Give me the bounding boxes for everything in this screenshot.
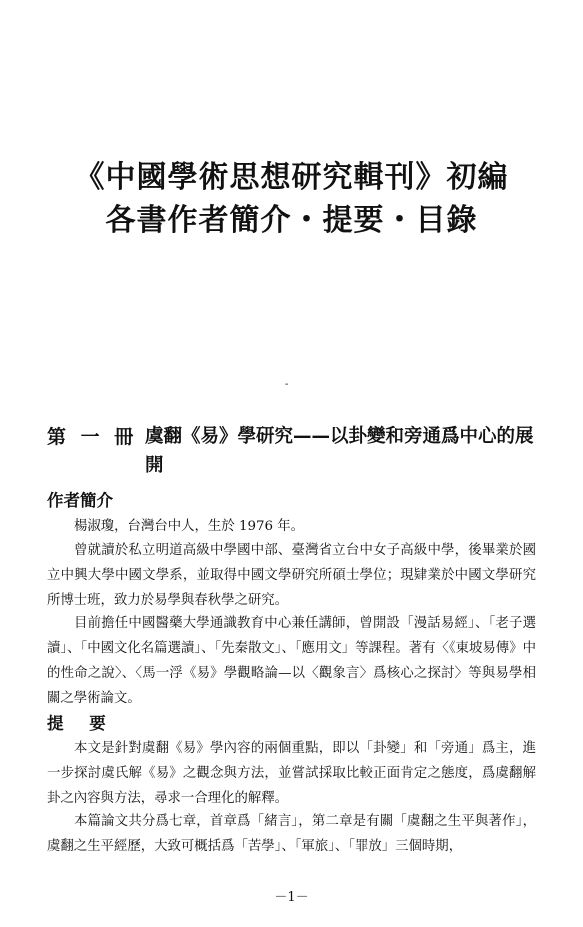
volume-title: 虞翻《易》學研究——以卦變和旁通爲中心的展開 [145,426,534,476]
author-paragraph-3: 目前擔任中國醫藥大學通識教育中心兼任講師，曾開設「漫話易經」、「老子選讀」、「中國文化名篇選讀」、「先秦散文」、「應用文」等課程。著有〈《東坡易傳》中的性命之說〉、〈馬一浮《易》學觀略論—以〈觀象言〉爲核心之探討〉等與易學相關之學術論文。 [47,616,536,706]
separator-mark: - [285,379,289,390]
series-title-line-1: 《中國學術思想研究輯刊》初編 [74,160,509,195]
summary-paragraph-1: 本文是針對虞翻《易》學內容的兩個重點，即以「卦變」和「旁通」爲主，進一步探討虞氏解《易》之觀念與方法，並嘗試採取比較正面肯定之態度，爲虞翻解卦之內容與方法，尋求一合理化的解釋。 [47,741,536,806]
volume-label: 第 一 冊 [47,426,138,448]
summary-heading: 提 要 [47,714,116,733]
summary-paragraph-2: 本篇論文共分爲七章，首章爲「緒言」，第二章是有關「虞翻之生平與著作」，虞翻之生平經歷，大致可概括爲「苦學」、「軍旅」、「罪放」三個時期， [47,814,536,854]
author-heading: 作者簡介 [47,491,113,510]
author-paragraph-1: 楊淑瓊，台灣台中人，生於 1976 年。 [74,519,305,534]
series-title-line-2: 各書作者簡介・提要・目錄 [105,203,478,238]
author-paragraph-2: 曾就讀於私立明道高級中學國中部、臺灣省立台中女子高級中學，後畢業於國立中興大學中國文學系，並取得中國文學研究所碩士學位；現肄業於中國文學研究所博士班，致力於易學與春秋學之研究。 [47,543,536,608]
page-number: －1－ [274,890,309,905]
